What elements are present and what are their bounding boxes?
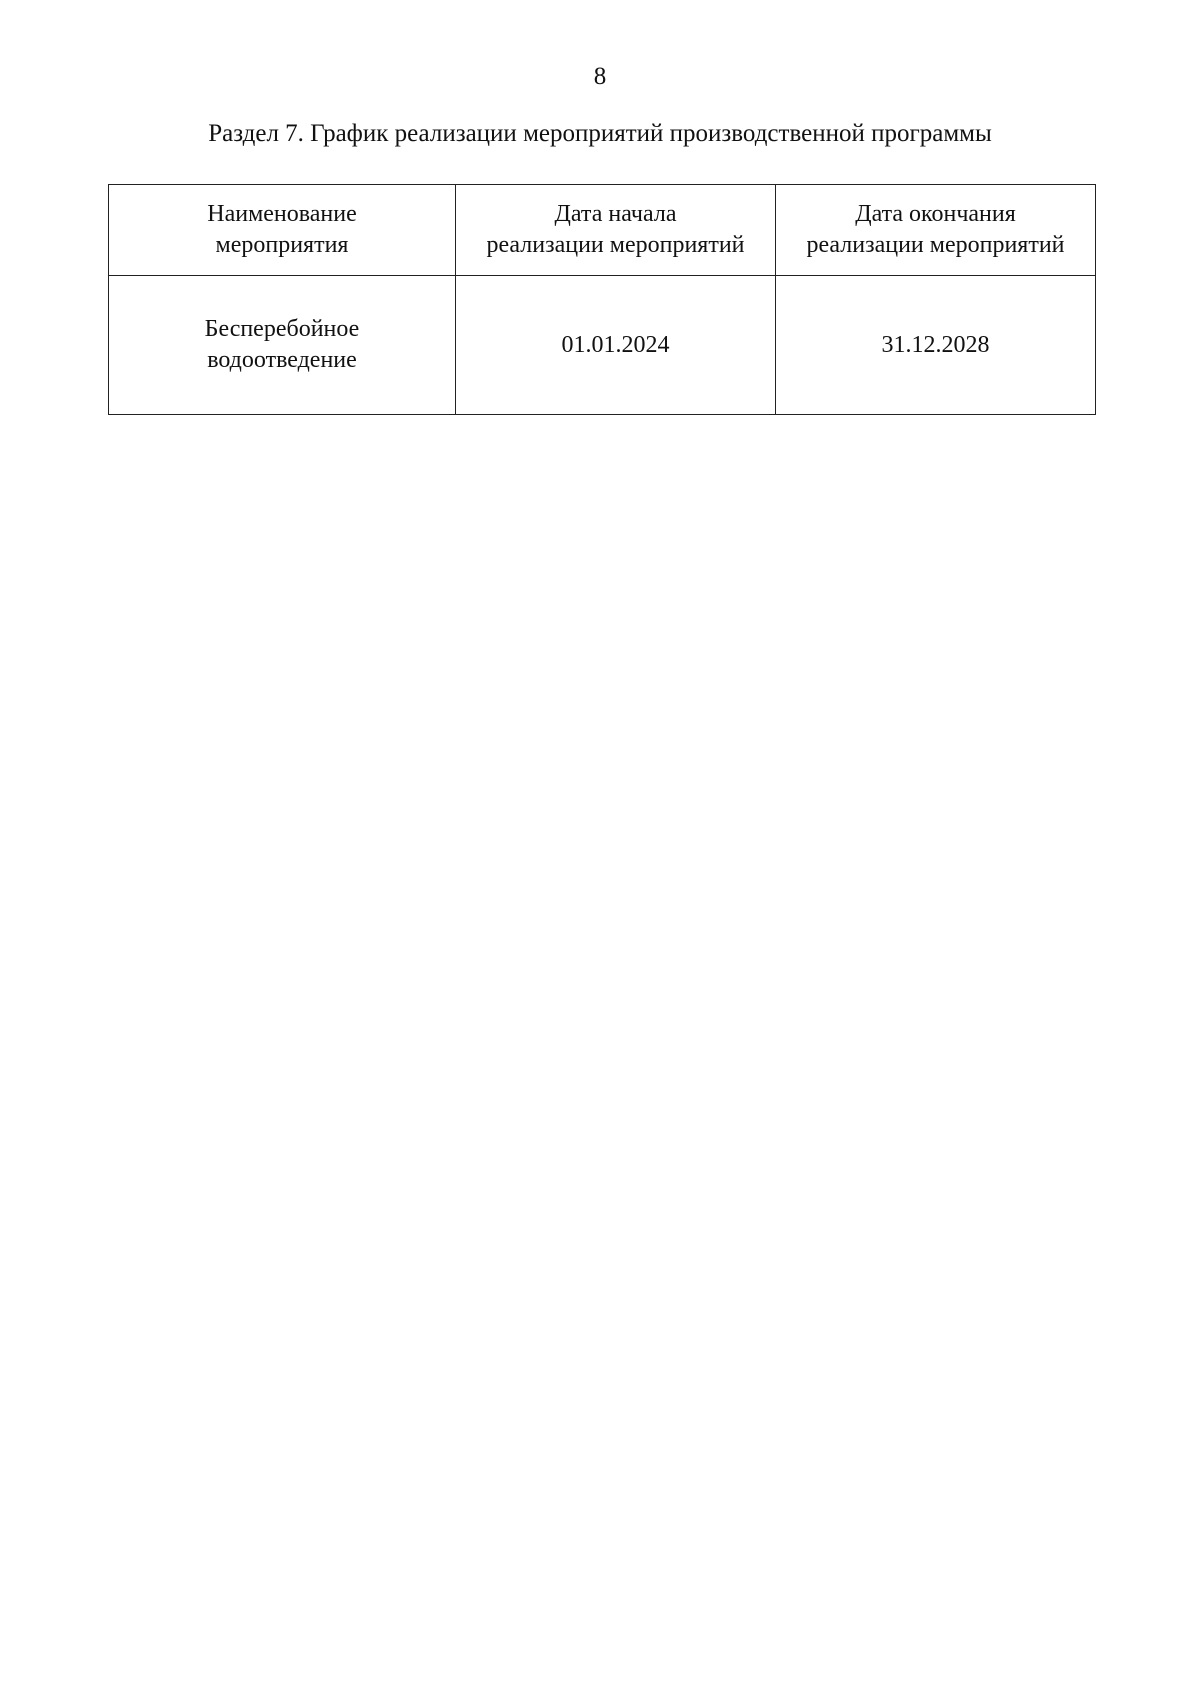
header-start-date-text: Дата начала реализации мероприятий	[486, 201, 745, 258]
cell-start-date-text: 01.01.2024	[561, 331, 670, 358]
table-header	[109, 185, 1096, 276]
header-name	[109, 185, 456, 276]
header-name-text: Наименование мероприятия	[207, 201, 357, 258]
section-title: Раздел 7. График реализации мероприятий производственной программы	[208, 120, 992, 147]
cell-start-date	[456, 276, 776, 415]
cell-end-date-text: 31.12.2028	[881, 331, 990, 358]
table-body	[109, 276, 1096, 415]
schedule-table	[108, 184, 1096, 415]
cell-name	[109, 276, 456, 415]
header-end-date	[776, 185, 1096, 276]
cell-end-date	[776, 276, 1096, 415]
page-number: 8	[593, 63, 607, 90]
cell-name-text: Бесперебойное водоотведение	[204, 316, 360, 373]
header-start-date	[456, 185, 776, 276]
header-row	[109, 185, 1096, 276]
header-end-date-text: Дата окончания реализации мероприятий	[806, 201, 1065, 258]
table-row	[109, 276, 1096, 415]
